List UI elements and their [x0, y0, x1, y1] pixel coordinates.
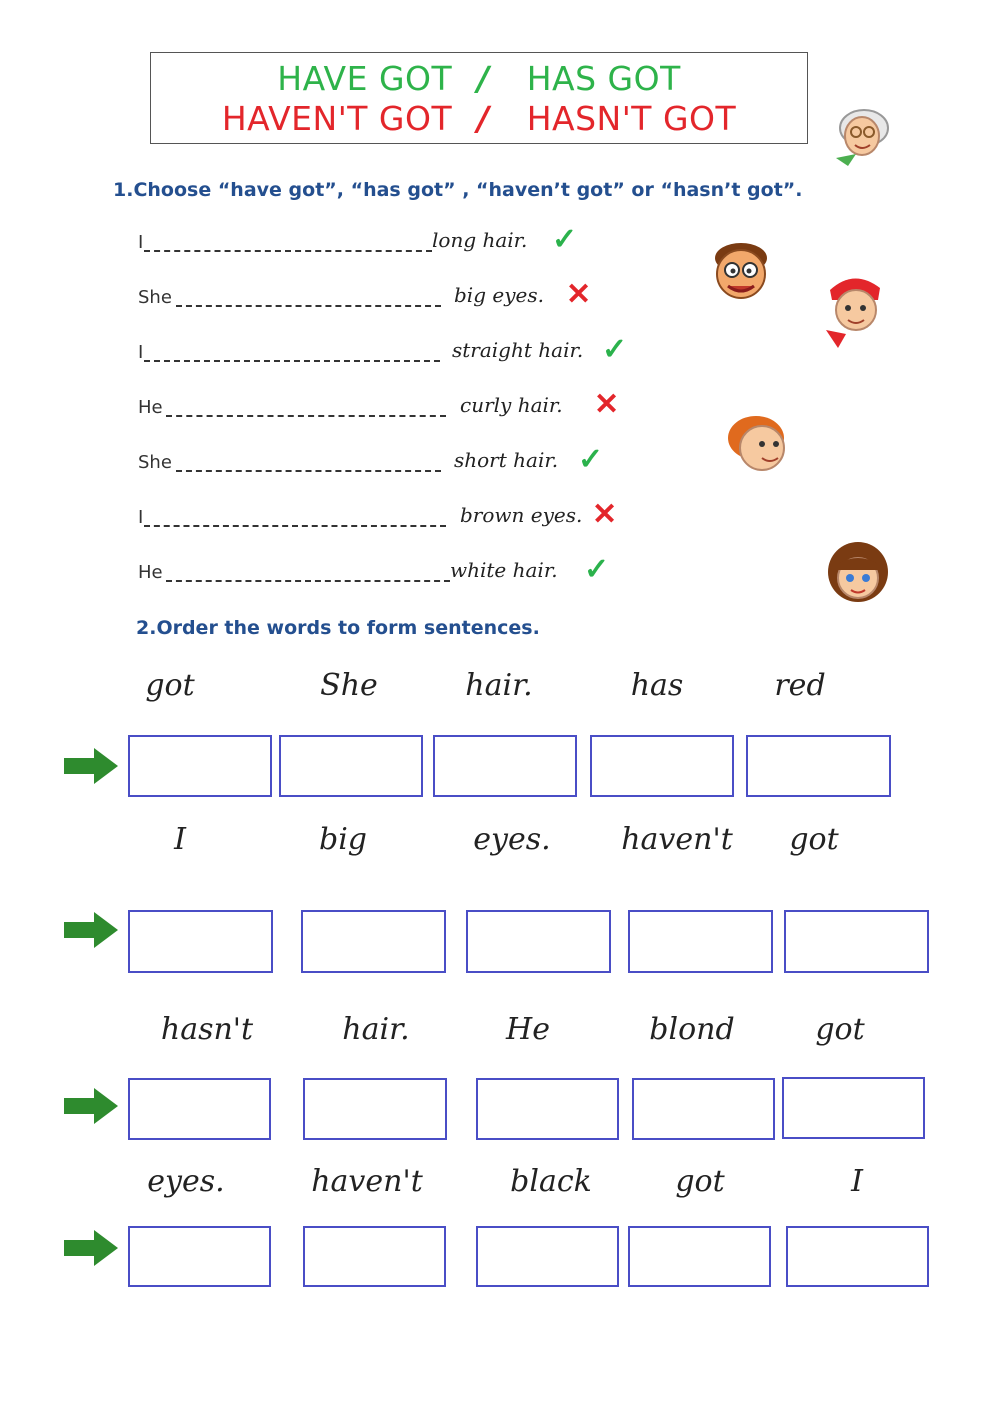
answer-box[interactable]	[303, 1226, 446, 1287]
scrambled-word: eyes.	[147, 1164, 225, 1199]
row-subject: She	[138, 287, 172, 308]
cross-icon: ✕	[566, 278, 592, 311]
green-arrow-icon	[64, 912, 118, 948]
answer-box[interactable]	[746, 735, 891, 797]
row-phrase: short hair.	[454, 448, 559, 472]
boy-face-icon	[706, 238, 776, 304]
answer-blank[interactable]	[176, 470, 441, 472]
answer-box[interactable]	[128, 735, 272, 797]
answer-box[interactable]	[476, 1226, 619, 1287]
answer-box[interactable]	[301, 910, 446, 973]
title-havent-got: HAVEN'T GOT	[221, 99, 453, 138]
green-arrow-icon	[64, 1230, 118, 1266]
row-subject: I	[138, 507, 144, 528]
row-phrase: brown eyes.	[460, 503, 583, 527]
row-phrase: straight hair.	[452, 338, 584, 362]
answer-box[interactable]	[628, 910, 773, 973]
row-phrase: white hair.	[450, 558, 558, 582]
scrambled-word: She	[320, 668, 378, 703]
green-arrow-icon	[64, 1088, 118, 1124]
answer-blank[interactable]	[166, 415, 446, 417]
answer-box[interactable]	[128, 910, 273, 973]
scrambled-word: haven't	[311, 1164, 423, 1199]
check-icon: ✓	[552, 223, 578, 256]
scrambled-word: big	[318, 822, 368, 857]
title-separator: /	[477, 59, 490, 98]
answer-box[interactable]	[786, 1226, 929, 1287]
scrambled-word: red	[774, 668, 826, 703]
cross-icon: ✕	[592, 498, 618, 531]
girl-cap-face-icon	[818, 268, 890, 350]
row-subject: She	[138, 452, 172, 473]
brown-hair-girl-face-icon	[822, 538, 894, 610]
scrambled-word: hasn't	[160, 1012, 254, 1047]
exercise2-heading: 2.Order the words to form sentences.	[136, 617, 540, 639]
title-line-negative	[151, 99, 807, 139]
row-subject: He	[138, 397, 163, 418]
answer-box[interactable]	[128, 1078, 271, 1140]
answer-blank[interactable]	[176, 305, 441, 307]
answer-box[interactable]	[433, 735, 577, 797]
scrambled-word: got	[789, 822, 839, 857]
title-has-got: HAS GOT	[526, 59, 681, 98]
title-line-positive	[151, 59, 807, 99]
row-phrase: curly hair.	[460, 393, 563, 417]
scrambled-word: hair.	[465, 668, 533, 703]
redhead-face-icon	[722, 410, 794, 480]
answer-box[interactable]	[279, 735, 423, 797]
answer-box[interactable]	[628, 1226, 771, 1287]
scrambled-word: eyes.	[473, 822, 551, 857]
check-icon: ✓	[578, 443, 604, 476]
exercise1-heading: 1.Choose “have got”, “has got” , “haven’t got” or “hasn’t got”.	[113, 179, 803, 201]
scrambled-word: blond	[649, 1012, 735, 1047]
scrambled-word: got	[145, 668, 195, 703]
row-phrase: long hair.	[432, 228, 528, 252]
cross-icon: ✕	[594, 388, 620, 421]
row-subject: I	[138, 342, 144, 363]
title-have-got: HAVE GOT	[277, 59, 453, 98]
answer-box[interactable]	[590, 735, 734, 797]
scrambled-word: hair.	[342, 1012, 410, 1047]
answer-box[interactable]	[128, 1226, 271, 1287]
scrambled-word: got	[675, 1164, 725, 1199]
answer-blank[interactable]	[144, 250, 432, 252]
answer-blank[interactable]	[144, 360, 440, 362]
scrambled-word: haven't	[621, 822, 733, 857]
check-icon: ✓	[602, 333, 628, 366]
row-subject: I	[138, 232, 144, 253]
answer-box[interactable]	[784, 910, 929, 973]
row-subject: He	[138, 562, 163, 583]
answer-box[interactable]	[632, 1078, 775, 1140]
scrambled-word: got	[815, 1012, 865, 1047]
scrambled-word: I	[851, 1164, 863, 1199]
answer-blank[interactable]	[166, 580, 450, 582]
row-phrase: big eyes.	[454, 283, 544, 307]
answer-box[interactable]	[782, 1077, 925, 1139]
title-box	[150, 52, 808, 144]
scrambled-word: has	[630, 668, 684, 703]
scrambled-word: He	[506, 1012, 550, 1047]
answer-blank[interactable]	[144, 525, 446, 527]
answer-box[interactable]	[303, 1078, 447, 1140]
grandma-face-icon	[826, 98, 898, 170]
title-hasnt-got: HASN'T GOT	[526, 99, 737, 138]
check-icon: ✓	[584, 553, 610, 586]
answer-box[interactable]	[466, 910, 611, 973]
answer-box[interactable]	[476, 1078, 619, 1140]
scrambled-word: black	[510, 1164, 592, 1199]
title-separator: /	[477, 99, 490, 138]
scrambled-word: I	[174, 822, 186, 857]
green-arrow-icon	[64, 748, 118, 784]
